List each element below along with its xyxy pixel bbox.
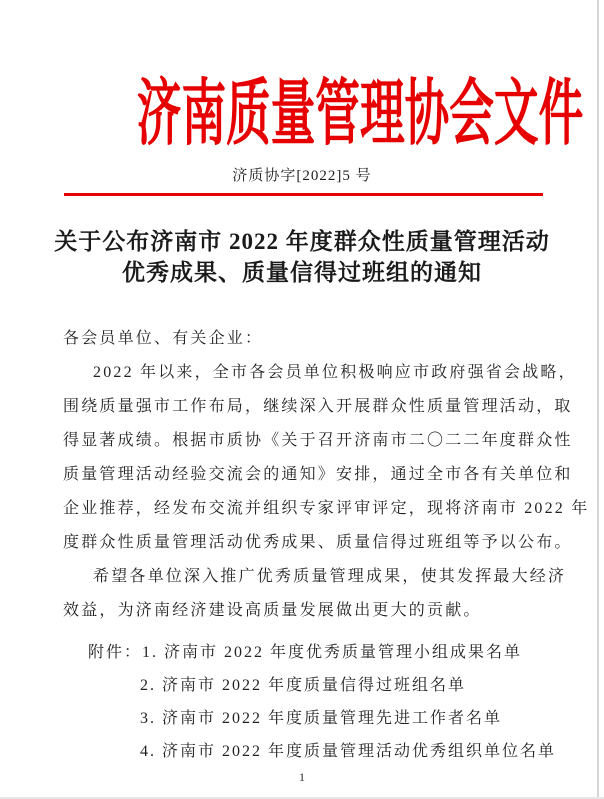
document-body: [63, 322, 590, 628]
notice-title-line-1: 关于公布济南市 2022 年度群众性质量管理活动: [54, 229, 550, 254]
salutation: 各会员单位、有关企业：: [63, 330, 264, 347]
document-number: 济质协字[2022]5 号: [232, 168, 372, 184]
red-divider-line: [64, 193, 543, 196]
notice-title: [0, 226, 604, 288]
attachment-item-4: 4. 济南市 2022 年度质量管理活动优秀组织单位名单: [140, 743, 557, 760]
paragraph-2-line: 希望各单位深入推广优秀质量管理成果，使其发挥最大经济: [93, 568, 567, 585]
paragraph-1-line: 企业推荐，经发布交流并组织专家评审评定，现将济南市 2022 年: [63, 500, 590, 517]
page-number: 1: [299, 770, 305, 784]
masthead-title: 济南质量管理协会文件: [136, 74, 584, 154]
paragraph-1-line: 2022 年以来，全市各会员单位积极响应市政府强省会战略，: [93, 364, 577, 381]
attachment-item-3: 3. 济南市 2022 年度质量管理先进工作者名单: [140, 710, 503, 727]
document-masthead: [0, 70, 604, 158]
paragraph-1-line: 度群众性质量管理活动优秀成果、质量信得过班组等予以公布。: [63, 534, 573, 551]
attachment-item-1: 1. 济南市 2022 年度优秀质量管理小组成果名单: [142, 644, 523, 661]
paragraph-1-line: 质量管理活动经验交流会的通知》安排，通过全市各有关单位和: [63, 466, 573, 483]
paragraph-1-line: 围绕质量强市工作布局，继续深入开展群众性质量管理活动，取: [63, 398, 573, 415]
attachment-item-2: 2. 济南市 2022 年度质量信得过班组名单: [140, 677, 467, 694]
attachments-list: [63, 636, 583, 768]
attachments-label: 附件：: [88, 644, 143, 661]
paragraph-2-line: 效益，为济南经济建设高质量发展做出更大的贡献。: [63, 602, 482, 619]
paragraph-1-line: 得显著成绩。根据市质协《关于召开济南市二〇二二年度群众性: [63, 432, 573, 449]
notice-title-line-2: 优秀成果、质量信得过班组的通知: [122, 260, 482, 285]
scan-edge-right: [597, 0, 599, 799]
attachment-line-1: [63, 636, 583, 669]
